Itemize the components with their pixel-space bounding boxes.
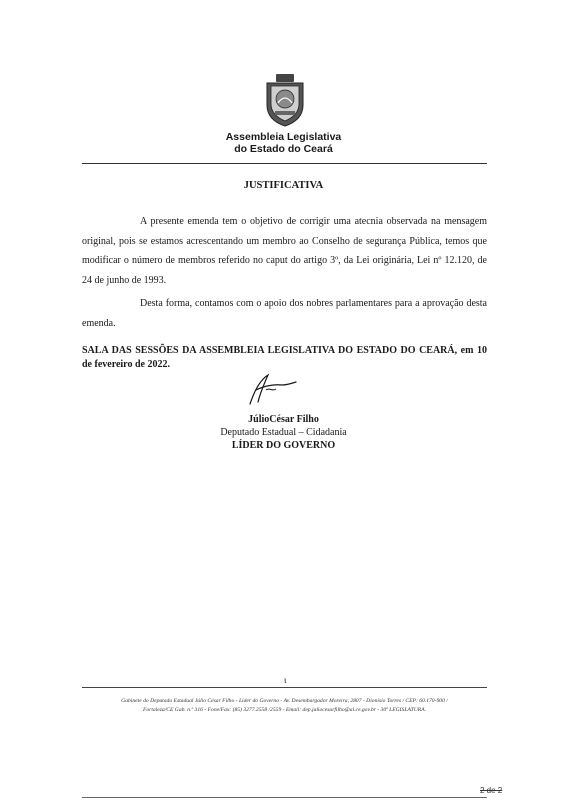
signatory-position: LÍDER DO GOVERNO <box>231 440 336 451</box>
session-hall-statement: SALA DAS SESSÕES DA ASSEMBLEIA LEGISLATIVA DO ESTADO DO CEARÁ, em 10 de fevereiro de 2022. <box>82 345 487 370</box>
paragraph-2-text: Desta forma, contamos com o apoio dos nobres parlamentares para a aprovação desta emenda. <box>82 298 487 329</box>
document-title: JUSTIFICATIVA <box>243 180 324 191</box>
footer-address-line2: Fortaleza/CE Gab. n.º 316 - Fone/Fax: (85) 3277.2558 /2559 - Email: dep.juliocesarfilho@al.ce.gov.br - 30ª LEGISLATURA. <box>142 707 427 713</box>
footer-address-line1: Gabinete do Deputado Estadual Júlio César Filho - Líder do Governo - Av. Desembargador Moreira, 2807 - Dionísio Torres / CEP: 60.170-900 / <box>121 698 448 704</box>
footer-divider <box>82 687 487 688</box>
signatory-name: JúlioCésar Filho <box>248 414 319 425</box>
paragraph-1-text: A presente emenda tem o objetivo de corrigir uma atecnia observada na mensagem original, pois se estamos acrescentando um membro ao Conselho de segurança Pública, temos que modificar o número de membros referido no caput do artigo 3º, da Lei originária, Lei nº 12.120, de 24 de junho de 1993. <box>82 216 487 286</box>
handwritten-signature <box>230 372 320 406</box>
institution-name-line1: Assembleia Legislativa <box>225 131 342 143</box>
center-mark: ɩ <box>284 675 287 685</box>
justification-paragraph-2 <box>82 294 487 333</box>
signatory-role: Deputado Estadual – Cidadania <box>220 427 347 438</box>
header-divider <box>82 163 487 164</box>
institution-name-line2: do Estado do Ceará <box>234 143 333 155</box>
justification-paragraph-1 <box>82 212 487 290</box>
page-number: 2 de 2 <box>480 786 503 795</box>
bottom-divider <box>82 797 487 798</box>
coat-of-arms-icon <box>263 73 307 127</box>
